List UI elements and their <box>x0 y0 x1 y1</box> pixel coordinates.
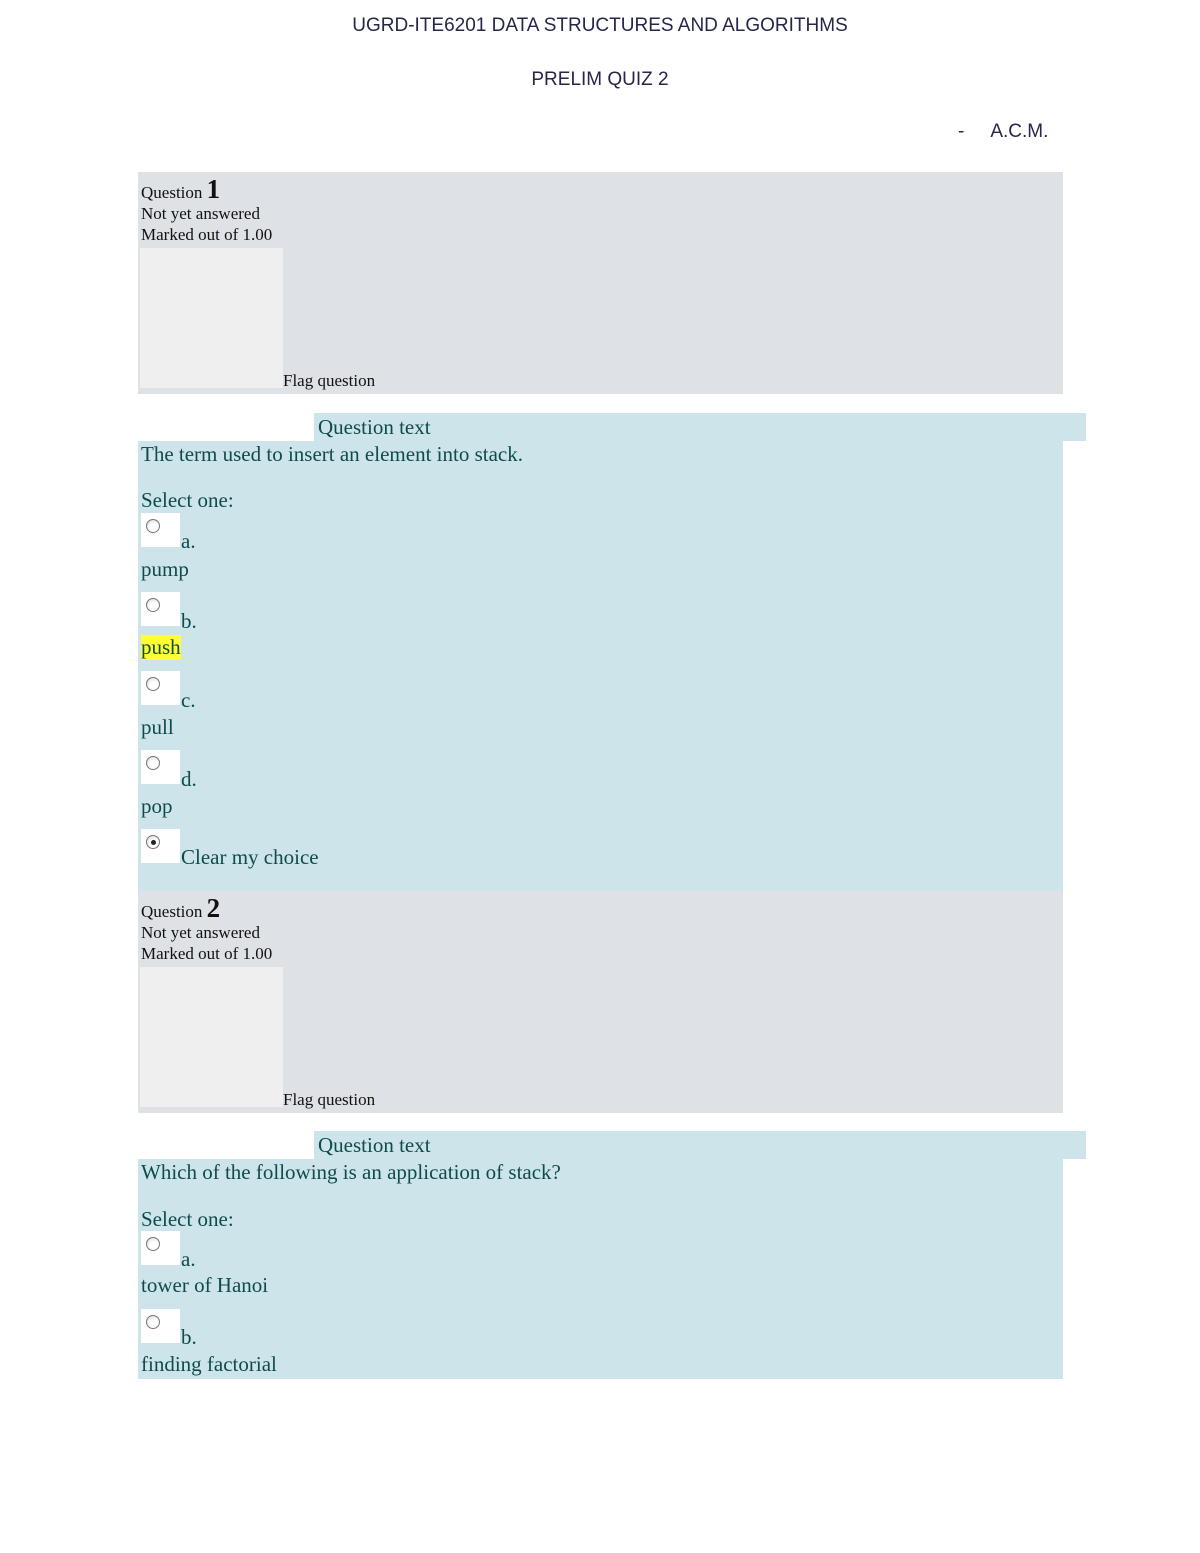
question-2-info <box>138 891 1063 1113</box>
question-1-label: Question 1 <box>141 174 221 204</box>
author-line <box>958 121 1048 143</box>
option-d-radio[interactable] <box>141 750 180 784</box>
question-1-state: Not yet answered <box>141 204 260 223</box>
question-1-content <box>138 441 1063 891</box>
question-1-flag-button[interactable]: Flag question <box>283 371 376 390</box>
q2-option-b-radio[interactable] <box>141 1309 180 1343</box>
question-2-content <box>138 1159 1063 1379</box>
q2-option-b-letter: b. <box>181 1325 197 1349</box>
question-2-text-heading: Question text <box>314 1131 1086 1159</box>
radio-icon <box>146 756 160 770</box>
question-1-text-heading: Question text <box>314 413 1086 441</box>
question-1-flag-area <box>140 248 283 388</box>
q2-option-a-answer[interactable]: tower of Hanoi <box>141 1273 269 1297</box>
question-2-number: 2 <box>206 893 221 923</box>
option-c-letter: c. <box>181 688 196 712</box>
option-a-answer[interactable]: pump <box>141 557 189 581</box>
question-2-select-label: Select one: <box>141 1207 234 1231</box>
clear-choice-radio[interactable] <box>141 829 180 863</box>
question-1-info <box>138 172 1063 394</box>
quiz-title: PRELIM QUIZ 2 <box>531 69 669 90</box>
radio-checked-icon <box>146 835 160 849</box>
radio-icon <box>146 1237 160 1251</box>
radio-icon <box>146 598 160 612</box>
option-b-letter: b. <box>181 609 197 633</box>
option-d-answer[interactable]: pop <box>141 794 173 818</box>
question-2-flag-area <box>140 967 283 1107</box>
question-2-state: Not yet answered <box>141 923 260 942</box>
question-2-flag-button[interactable]: Flag question <box>283 1090 376 1109</box>
option-c-radio[interactable] <box>141 671 180 705</box>
q2-option-a-letter: a. <box>181 1247 196 1271</box>
radio-icon <box>146 677 160 691</box>
q2-option-a-radio[interactable] <box>141 1231 180 1265</box>
question-1-grade: Marked out of 1.00 <box>141 225 273 244</box>
radio-icon <box>146 1315 160 1329</box>
option-b-answer[interactable]: push <box>141 635 181 659</box>
option-b-radio[interactable] <box>141 592 180 626</box>
question-2-prompt: Which of the following is an application of stack? <box>141 1160 561 1184</box>
question-1-select-label: Select one: <box>141 488 234 512</box>
question-2-label: Question 2 <box>141 893 221 923</box>
course-title: UGRD-ITE6201 DATA STRUCTURES AND ALGORITHMS <box>352 15 848 36</box>
option-a-letter: a. <box>181 529 196 553</box>
option-a-radio[interactable] <box>141 513 180 547</box>
question-1-number: 1 <box>206 174 221 204</box>
question-2-grade: Marked out of 1.00 <box>141 944 273 963</box>
q2-option-b-answer[interactable]: finding factorial <box>141 1352 277 1376</box>
clear-my-choice-link[interactable]: Clear my choice <box>181 845 319 869</box>
radio-icon <box>146 519 160 533</box>
author-initials: A.C.M. <box>990 121 1049 142</box>
option-c-answer[interactable]: pull <box>141 715 174 739</box>
option-d-letter: d. <box>181 767 197 791</box>
author-dash: - <box>958 121 965 142</box>
question-1-prompt: The term used to insert an element into stack. <box>141 442 523 466</box>
